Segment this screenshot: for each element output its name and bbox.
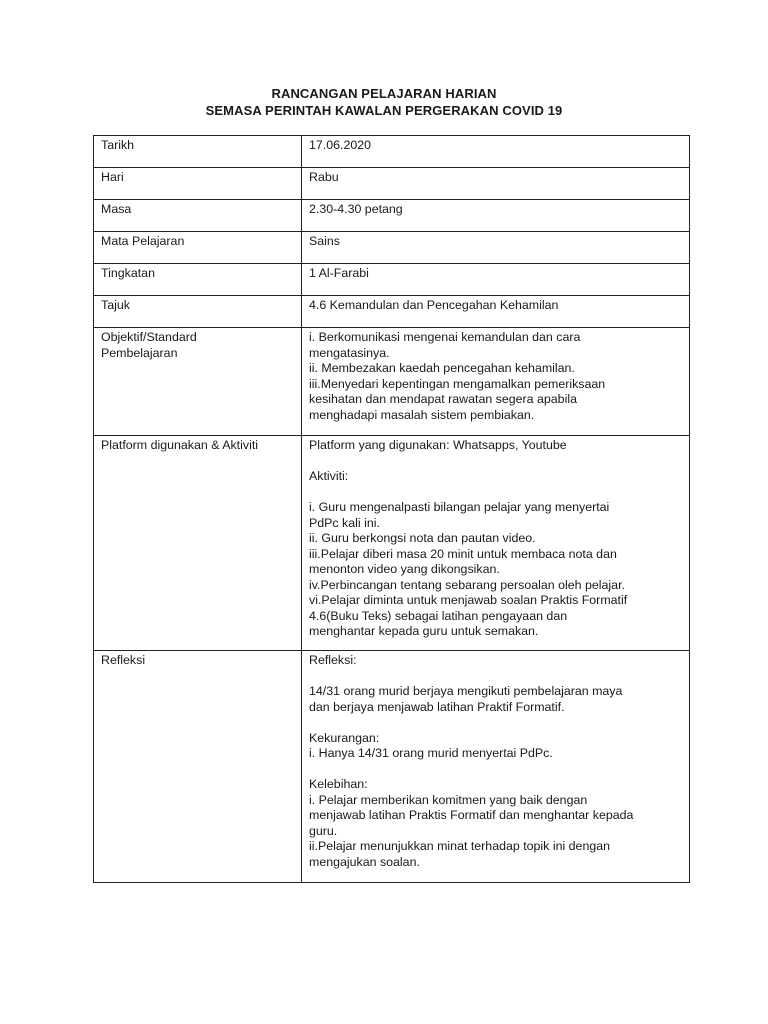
cell-value: Platform yang digunakan: Whatsapps, Youtube Aktiviti: i. Guru mengenalpasti bilangan pelajar yang menyertai PdPc kali ini. ii. Guru berkongsi nota dan pautan video. iii.Pelajar diberi masa 20 minit untuk membaca nota dan menonton video yang dikongsikan. iv.Perbincangan tentang sebarang persoalan oleh pelajar. vi.Pelajar diminta untuk menjawab soalan Praktis Formatif 4.6(Buku Teks) sebagai latihan pengayaan dan menghantar kepada guru untuk semakan. (302, 436, 690, 651)
row-mata-pelajaran (94, 232, 690, 264)
row-tarikh (94, 136, 690, 168)
row-refleksi (94, 651, 690, 883)
cell-value: i. Berkomunikasi mengenai kemandulan dan cara mengatasinya. ii. Membezakan kaedah pencegahan kehamilan. iii.Menyedari kepentingan mengamalkan pemeriksaan kesihatan dan mendapat rawatan segera apabila menghadapi masalah sistem pembiakan. (302, 328, 690, 436)
cell-value: Refleksi: 14/31 orang murid berjaya mengikuti pembelajaran maya dan berjaya menjawab latihan Praktif Formatif. Kekurangan: i. Hanya 14/31 orang murid menyertai PdPc. Kelebihan: i. Pelajar memberikan komitmen yang baik dengan menjawab latihan Praktis Formatif dan menghantar kepada guru. ii.Pelajar menunjukkan minat terhadap topik ini dengan mengajukan soalan. (302, 651, 690, 883)
row-platform-aktiviti (94, 436, 690, 651)
cell-value: 17.06.2020 (302, 136, 690, 168)
title-line-1: RANCANGAN PELAJARAN HARIAN (271, 86, 497, 101)
row-objektif (94, 328, 690, 436)
lesson-plan-table (93, 135, 690, 883)
cell-label: Objektif/Standard Pembelajaran (94, 328, 302, 436)
row-hari (94, 168, 690, 200)
cell-label: Platform digunakan & Aktiviti (94, 436, 302, 651)
title-line-2: SEMASA PERINTAH KAWALAN PERGERAKAN COVID 19 (205, 103, 563, 118)
cell-label: Tajuk (94, 296, 302, 328)
cell-label: Hari (94, 168, 302, 200)
cell-label: Refleksi (94, 651, 302, 883)
cell-value: Rabu (302, 168, 690, 200)
cell-label: Mata Pelajaran (94, 232, 302, 264)
cell-value: 2.30-4.30 petang (302, 200, 690, 232)
row-masa (94, 200, 690, 232)
cell-label: Tarikh (94, 136, 302, 168)
document-title (0, 85, 768, 119)
row-tajuk (94, 296, 690, 328)
cell-value: 1 Al-Farabi (302, 264, 690, 296)
cell-label: Masa (94, 200, 302, 232)
cell-value: Sains (302, 232, 690, 264)
cell-value: 4.6 Kemandulan dan Pencegahan Kehamilan (302, 296, 690, 328)
cell-label: Tingkatan (94, 264, 302, 296)
row-tingkatan (94, 264, 690, 296)
